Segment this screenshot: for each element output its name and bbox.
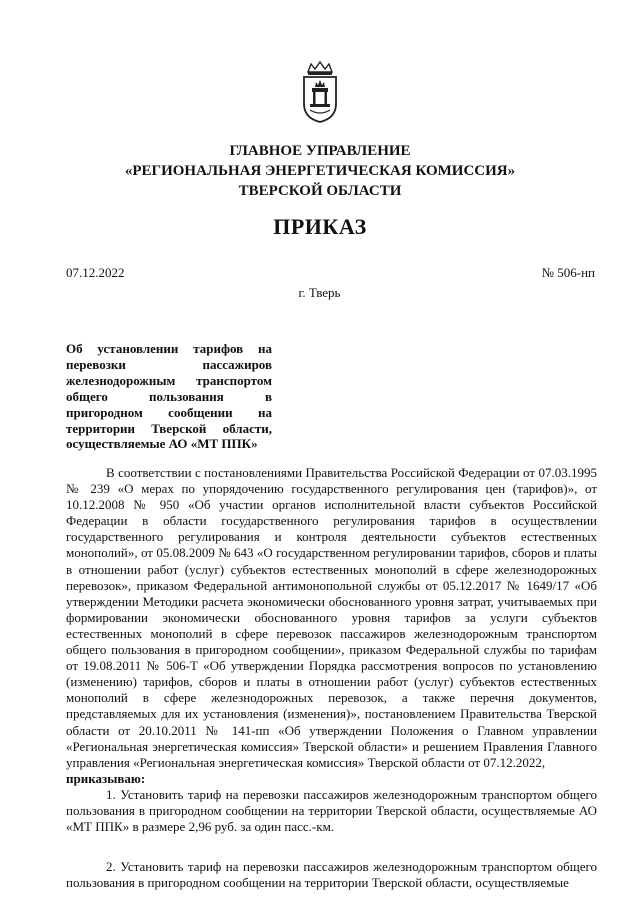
tver-coat-of-arms-icon xyxy=(300,60,340,124)
document-city: г. Тверь xyxy=(298,285,341,300)
document-type-title: ПРИКАЗ xyxy=(273,214,367,239)
paragraph-gap xyxy=(66,835,597,859)
document-date: 07.12.2022 xyxy=(66,265,125,280)
org-line: ГЛАВНОЕ УПРАВЛЕНИЕ xyxy=(229,143,411,159)
order-item: 1. Установить тариф на перевозки пассажиров железнодорожным транспортом общего пользования в пригородном сообщении на территории Тверской области, осуществляемые АО «МТ ППК» в размере 2,96 руб. за один пасс.-км. xyxy=(66,786,597,835)
order-item: 2. Установить тариф на перевозки пассажиров железнодорожным транспортом общего пользования в пригородном сообщении на территории Тверской области, осуществляемые xyxy=(66,859,597,891)
org-line: «РЕГИОНАЛЬНАЯ ЭНЕРГЕТИЧЕСКАЯ КОМИССИЯ» xyxy=(124,163,516,179)
document-subject: Об установлении тарифов на перевозки пассажиров железнодорожным транспортом общего пользования в пригородном сообщении на территории Тверской области, осуществляемые АО «МТ ППК» xyxy=(66,341,272,452)
preamble-paragraph: В соответствии с постановлениями Правительства Российской Федерации от 07.03.1995 № 239 «О мерах по упорядочению государственного регулирования цен (тарифов)», от 10.12.2008 № 950 «Об участии органов исполнительной власти субъектов Российской Федерации в области государственного регулирования тарифов в осуществлении государственного регулирования и контроля деятельности субъектов естественных монополий», от 05.08.2009 № 643 «О государственном регулировании тарифов, сборов и платы в отношении работ (услуг) субъектов естественных монополий в сфере железнодорожных перевозок», приказом Федеральной антимонопольной службы от 05.12.2017 № 1649/17 «Об утверждении Методики расчета экономически обоснованного уровня затрат, учитываемых при формировании экономически обоснованного уровня тарифов за услуги субъектов естественных монополий в сфере перевозок пассажиров железнодорожным транспортом общего пользования в пригородном сообщении», приказом Федеральной службы по тарифам от 19.08.2011 № 506-Т «Об утверждении Порядка рассмотрения вопросов по установлению (изменению) тарифов, сборов и платы в отношении работ (услуг) субъектов естественных монополий в сфере железнодорожных перевозок, а также перечня документов, представляемых для их установления (изменения)», постановлением Правительства Тверской области от 20.10.2011 № 141-пп «Об утверждении Положения о Главном управлении «Региональная энергетическая комиссия» Тверской области» и решением Правления Главного управления «Региональная энергетическая комиссия» Тверской области от 07.12.2022, xyxy=(66,465,597,770)
document-body xyxy=(66,465,597,891)
organization-name xyxy=(70,141,570,201)
org-line: ТВЕРСКОЙ ОБЛАСТИ xyxy=(238,183,402,199)
order-word: приказываю: xyxy=(66,770,146,786)
document-number: № 506-нп xyxy=(541,265,595,280)
